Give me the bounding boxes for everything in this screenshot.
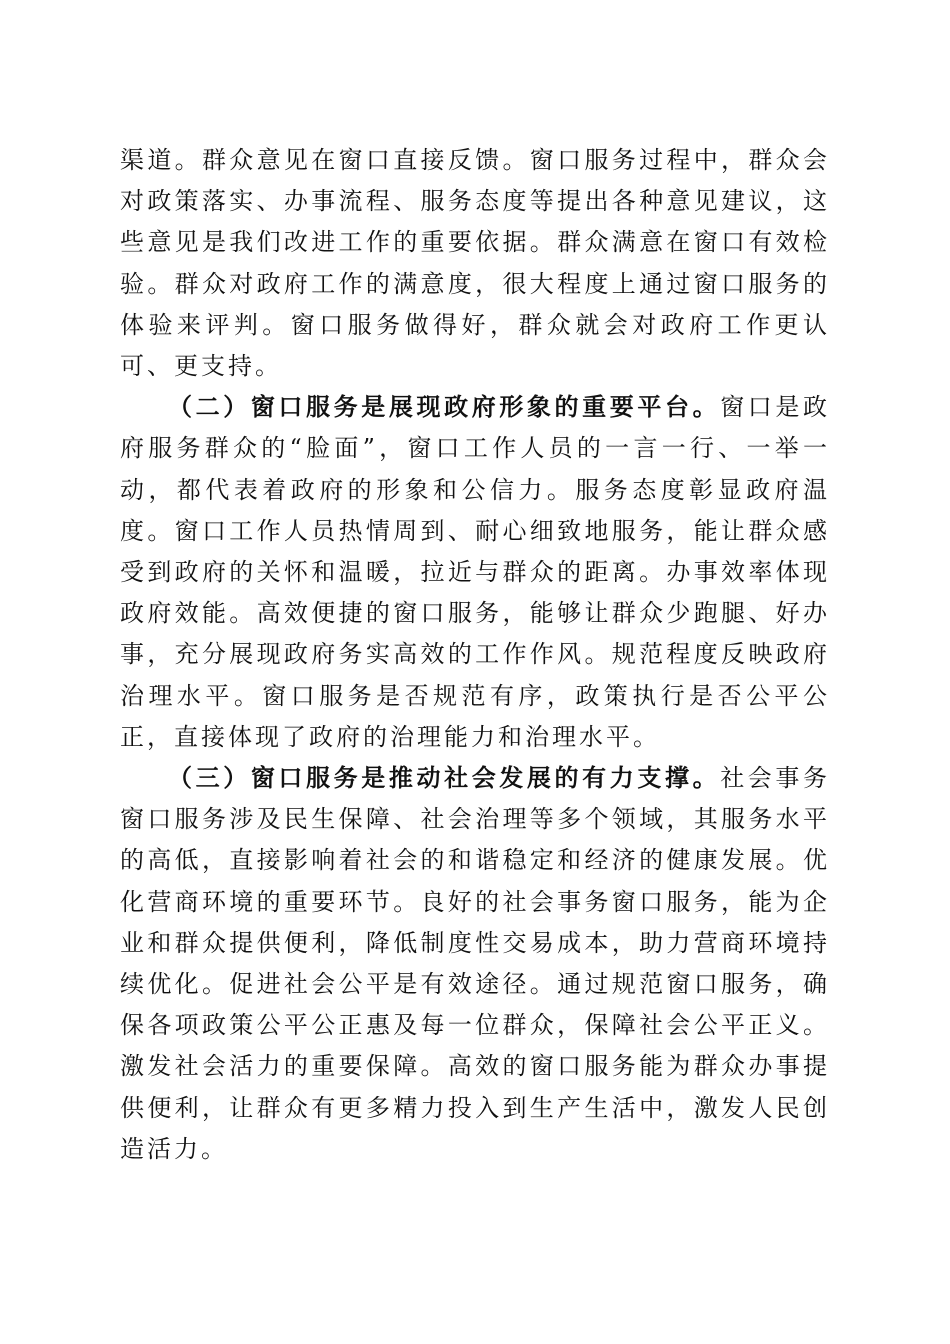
paragraph-continued [120, 140, 830, 387]
paragraph-text: 渠道。群众意见在窗口直接反馈。窗口服务过程中，群众会对政策落实、办事流程、服务态度等提出各种意见建议，这些意见是我们改进工作的重要依据。群众满意在窗口有效检验。群众对政府工作的满意度，很大程度上通过窗口服务的体验来评判。窗口服务做得好，群众就会对政府工作更认可、更支持。 [120, 146, 830, 381]
paragraph-section-3 [120, 758, 830, 1170]
document-body [120, 140, 830, 1170]
paragraph-section-2 [120, 387, 830, 758]
paragraph-text: 社会事务窗口服务涉及民生保障、社会治理等多个领域，其服务水平的高低，直接影响着社会的和谐稳定和经济的健康发展。优化营商环境的重要环节。良好的社会事务窗口服务，能为企业和群众提供便利，降低制度性交易成本，助力营商环境持续优化。促进社会公平是有效途径。通过规范窗口服务，确保各项政策公平公正惠及每一位群众，保障社会公平正义。激发社会活力的重要保障。高效的窗口服务能为群众办事提供便利，让群众有更多精力投入到生产生活中，激发人民创造活力。 [120, 764, 831, 1163]
section-heading-2: （二）窗口服务是展现政府形象的重要平台。 [168, 393, 721, 422]
paragraph-text: 窗口是政府服务群众的“脸面”，窗口工作人员的一言一行、一举一动，都代表着政府的形象和公信力。服务态度彰显政府温度。窗口工作人员热情周到、耐心细致地服务，能让群众感受到政府的关怀和温暖，拉近与群众的距离。办事效率体现政府效能。高效便捷的窗口服务，能够让群众少跑腿、好办事，充分展现政府务实高效的工作作风。规范程度反映政府治理水平。窗口服务是否规范有序，政策执行是否公平公正，直接体现了政府的治理能力和治理水平。 [120, 393, 831, 751]
section-heading-3: （三）窗口服务是推动社会发展的有力支撑。 [168, 764, 721, 793]
